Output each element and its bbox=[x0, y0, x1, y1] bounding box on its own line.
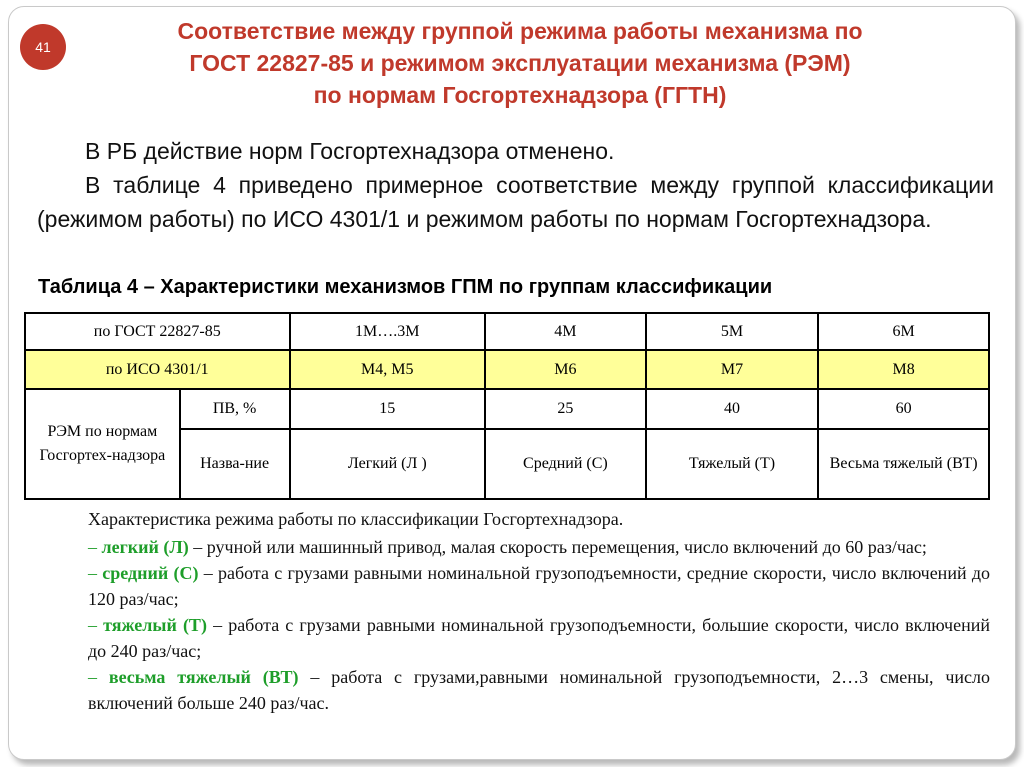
iso-label-cell: по ИСО 4301/1 bbox=[25, 350, 290, 389]
title-line-3: по нормам Госгортехнадзора (ГГТН) bbox=[313, 82, 727, 108]
pv-value-cell: 15 bbox=[290, 389, 486, 429]
pv-value-cell: 40 bbox=[646, 389, 819, 429]
gost-label-cell: по ГОСТ 22827-85 bbox=[25, 313, 290, 350]
table-caption: Таблица 4 – Характеристики механизмов ГПМ по группам классификации bbox=[38, 276, 773, 298]
note-text: – работа с грузами равными номинальной грузоподъемности, средние скорости, число включений до 120 раз/час; bbox=[88, 563, 991, 609]
note-term: весьма тяжелый (ВТ) bbox=[108, 667, 299, 687]
note-text: – работа с грузами,равными номинальной грузоподъемности, 2…3 смены, число включений больше 240 раз/час. bbox=[88, 667, 991, 713]
rem-label-cell: РЭМ по нормам Госгортех-надзора bbox=[25, 389, 180, 499]
gost-value-cell: 4М bbox=[485, 313, 646, 350]
note-item-medium bbox=[88, 560, 990, 612]
pv-label-cell: ПВ, % bbox=[180, 389, 290, 429]
note-term: легкий (Л) bbox=[101, 537, 189, 557]
intro-text bbox=[37, 134, 994, 236]
intro-paragraph-1: В РБ действие норм Госгортехнадзора отменено. bbox=[85, 138, 615, 164]
name-label-cell: Назва-ние bbox=[180, 429, 290, 499]
note-term: средний (С) bbox=[102, 563, 199, 583]
name-value-cell: Весьма тяжелый (ВТ) bbox=[818, 429, 989, 499]
note-dash: – bbox=[88, 563, 97, 583]
table-row-iso bbox=[25, 350, 989, 389]
table-row-pv bbox=[25, 389, 989, 429]
note-text: – ручной или машинный привод, малая скорость перемещения, число включений до 60 раз/час; bbox=[188, 537, 927, 557]
title-line-2: ГОСТ 22827-85 и режимом эксплуатации механизма (РЭМ) bbox=[189, 50, 851, 76]
pv-value-cell: 25 bbox=[485, 389, 646, 429]
title-line-1: Соответствие между группой режима работы механизма по bbox=[177, 18, 863, 44]
note-item-very-heavy bbox=[88, 664, 990, 716]
name-value-cell: Тяжелый (Т) bbox=[646, 429, 819, 499]
slide-number-badge: 41 bbox=[20, 24, 66, 70]
note-term: тяжелый (Т) bbox=[103, 615, 207, 635]
iso-value-cell: М6 bbox=[485, 350, 646, 389]
gost-value-cell: 5М bbox=[646, 313, 819, 350]
note-item-heavy bbox=[88, 612, 990, 664]
note-dash: – bbox=[88, 615, 97, 635]
name-value-cell: Легкий (Л ) bbox=[290, 429, 486, 499]
slide-title bbox=[90, 15, 950, 111]
iso-value-cell: М8 bbox=[818, 350, 989, 389]
table-row-gost bbox=[25, 313, 989, 350]
classification-table bbox=[24, 312, 990, 500]
note-dash: – bbox=[88, 667, 97, 687]
gost-value-cell: 1М….3М bbox=[290, 313, 486, 350]
mode-notes bbox=[88, 506, 990, 716]
pv-value-cell: 60 bbox=[818, 389, 989, 429]
note-text: – работа с грузами равными номинальной грузоподъемности, большие скорости, число включений до 240 раз/час; bbox=[88, 615, 991, 661]
iso-value-cell: М7 bbox=[646, 350, 819, 389]
intro-paragraph-2: В таблице 4 приведено примерное соответствие между группой классификации (режимом работы) по ИСО 4301/1 и режимом работы по нормам Госгортехнадзора. bbox=[37, 172, 994, 232]
name-value-cell: Средний (С) bbox=[485, 429, 646, 499]
notes-heading: Характеристика режима работы по классификации Госгортехнадзора. bbox=[88, 509, 624, 529]
note-item-light bbox=[88, 534, 990, 560]
note-dash: – bbox=[88, 537, 97, 557]
iso-value-cell: М4, М5 bbox=[290, 350, 486, 389]
gost-value-cell: 6М bbox=[818, 313, 989, 350]
